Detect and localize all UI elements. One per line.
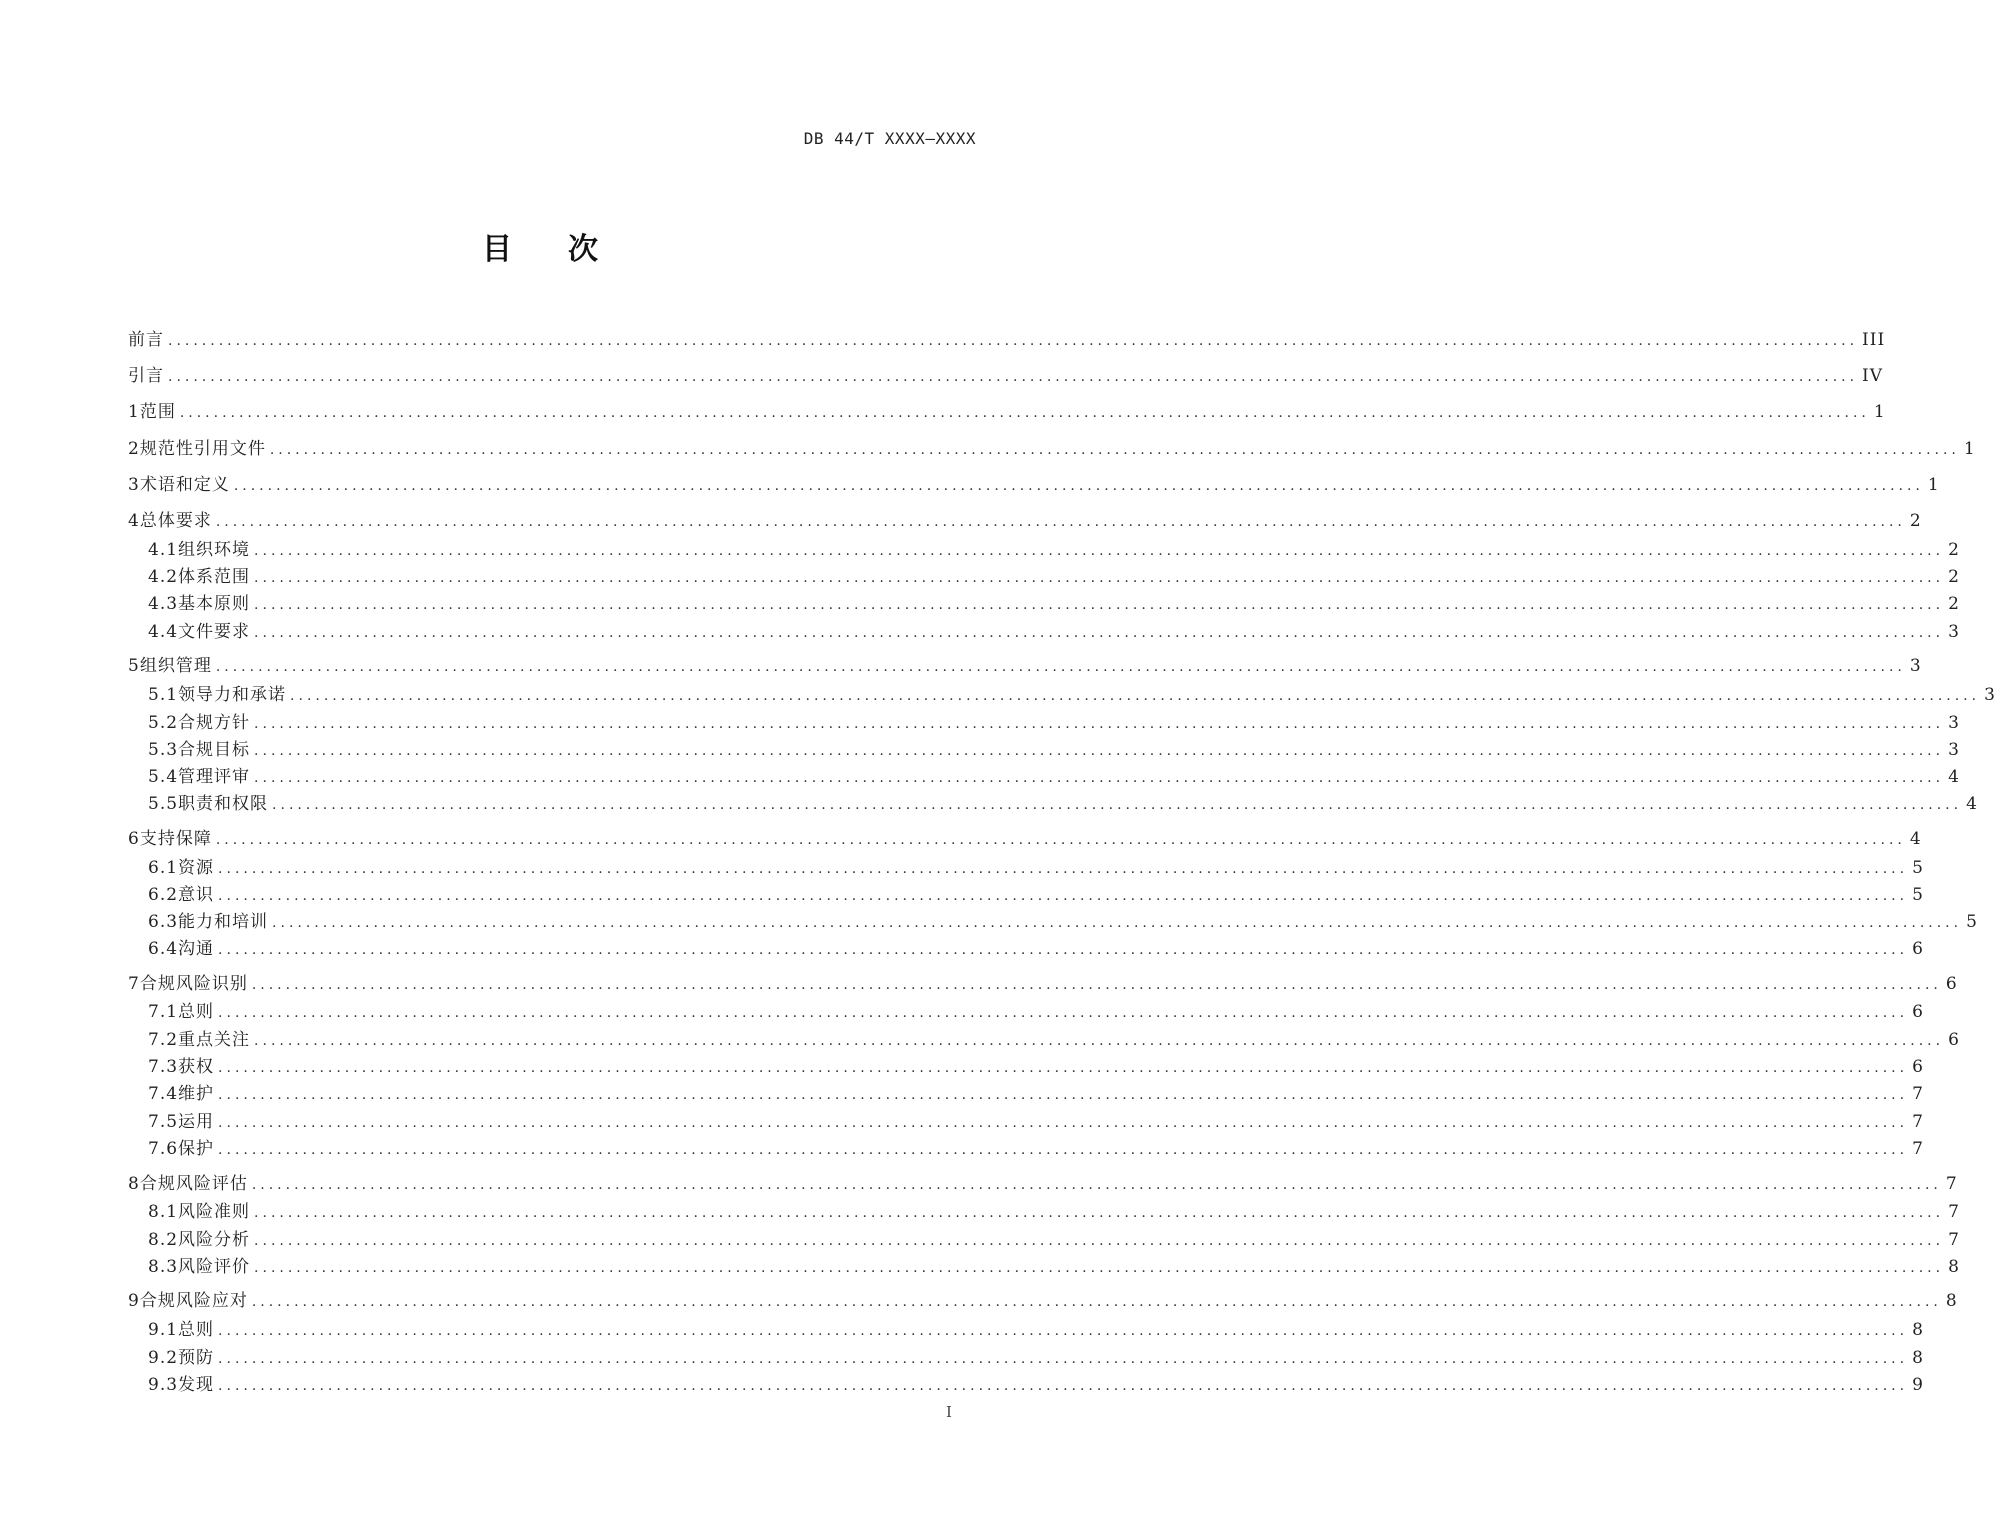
dot-leader: ........................................................................................................................................................................................................ <box>218 1323 1909 1339</box>
dot-leader: ........................................................................................................................................................................................................ <box>218 1142 1909 1158</box>
dot-leader: ........................................................................................................................................................................................................ <box>254 625 1945 641</box>
toc-entry-label: 前言 <box>128 330 164 350</box>
toc-entry[interactable] <box>128 400 1886 424</box>
toc-entry-number: 6.4 <box>148 939 179 959</box>
toc-entry-label: 总则 <box>178 1002 215 1022</box>
dot-leader: ........................................................................................................................................................................................................ <box>254 543 1945 559</box>
toc-entry-page: 3 <box>1909 656 1922 676</box>
toc-entry-label: 基本原则 <box>178 594 251 614</box>
toc-entry-page: 8 <box>1912 1348 1924 1368</box>
page-title: 目次 <box>482 232 654 267</box>
dot-leader: ........................................................................................................................................................................................................ <box>218 888 1909 904</box>
toc-entry[interactable] <box>148 683 1996 707</box>
toc-entry-page: 1 <box>1927 475 1940 495</box>
toc-entry-number: 4.2 <box>148 567 179 587</box>
toc-entry-number: 9.3 <box>148 1375 179 1395</box>
toc-entry-number: 7.4 <box>148 1084 179 1104</box>
toc-entry-number: 5 <box>128 656 140 676</box>
toc-entry-page: 5 <box>1912 858 1924 878</box>
toc-entry-label: 获权 <box>178 1057 215 1077</box>
toc-entry-number: 8.2 <box>148 1230 179 1250</box>
toc-entry-page: 3 <box>1984 685 1996 705</box>
toc-entry[interactable] <box>148 1346 1924 1370</box>
toc-entry-label: 合规风险评估 <box>139 1174 248 1194</box>
toc-entry[interactable] <box>128 437 1976 461</box>
dot-leader: ........................................................................................................................................................................................................ <box>218 1005 1909 1021</box>
toc-entry[interactable] <box>148 1137 1924 1161</box>
toc-entry-number: 6 <box>128 829 140 849</box>
toc-entry-number: 2 <box>128 439 140 459</box>
dot-leader: ........................................................................................................................................................................................................ <box>218 942 1909 958</box>
toc-entry[interactable] <box>148 738 1960 762</box>
dot-leader: ........................................................................................................................................................................................................ <box>254 743 1945 759</box>
toc-entry-label: 支持保障 <box>139 829 212 849</box>
toc-entry[interactable] <box>148 1055 1924 1079</box>
toc-entry-number: 9 <box>128 1291 140 1311</box>
toc-entry-page: 7 <box>1912 1084 1924 1104</box>
toc-entry[interactable] <box>148 1000 1924 1024</box>
dot-leader: ........................................................................................................................................................................................................ <box>215 832 1906 848</box>
toc-entry[interactable] <box>128 654 1922 678</box>
toc-entry-label: 合规方针 <box>178 713 251 733</box>
toc-entry-label: 维护 <box>178 1084 215 1104</box>
toc-entry[interactable] <box>128 328 1886 352</box>
dot-leader: ........................................................................................................................................................................................................ <box>168 369 1859 385</box>
toc-entry-number: 7.6 <box>148 1139 179 1159</box>
toc-entry-number: 5.1 <box>148 685 179 705</box>
toc-entry-label: 合规风险识别 <box>139 974 248 994</box>
toc-entry-label: 能力和培训 <box>178 912 269 932</box>
toc-entry-label: 保护 <box>178 1139 215 1159</box>
toc-entry-number: 9.2 <box>148 1348 179 1368</box>
toc-entry[interactable] <box>148 792 1978 816</box>
toc-entry-label: 合规目标 <box>178 740 251 760</box>
toc-entry-number: 4.4 <box>148 622 179 642</box>
toc-entry[interactable] <box>148 1255 1960 1279</box>
toc-entry-number: 4.3 <box>148 594 179 614</box>
toc-entry[interactable] <box>148 883 1924 907</box>
toc-entry-page: 2 <box>1948 594 1960 614</box>
toc-entry[interactable] <box>148 711 1960 735</box>
dot-leader: ........................................................................................................................................................................................................ <box>254 1205 1945 1221</box>
dot-leader: ........................................................................................................................................................................................................ <box>254 716 1945 732</box>
dot-leader: ........................................................................................................................................................................................................ <box>254 1033 1945 1049</box>
toc-entry-page: 7 <box>1948 1202 1960 1222</box>
toc-entry-label: 引言 <box>128 366 164 386</box>
toc-entry-page: 6 <box>1948 1030 1960 1050</box>
toc-entry-number: 6.1 <box>148 858 179 878</box>
toc-entry-page: 5 <box>1912 885 1924 905</box>
toc-entry[interactable] <box>148 592 1960 616</box>
toc-entry-label: 预防 <box>178 1348 215 1368</box>
toc-entry-page: 4 <box>1909 829 1922 849</box>
dot-leader: ........................................................................................................................................................................................................ <box>218 861 1909 877</box>
toc-entry[interactable] <box>148 565 1960 589</box>
dot-leader: ........................................................................................................................................................................................................ <box>233 478 1924 494</box>
toc-entry[interactable] <box>128 1289 1958 1313</box>
toc-entry-page: 7 <box>1912 1112 1924 1132</box>
toc-entry[interactable] <box>148 856 1924 880</box>
toc-entry[interactable] <box>128 827 1922 851</box>
toc-entry[interactable] <box>148 910 1978 934</box>
toc-entry-number: 5.3 <box>148 740 179 760</box>
dot-leader: ........................................................................................................................................................................................................ <box>218 1060 1909 1076</box>
toc-entry[interactable] <box>128 364 1884 388</box>
toc-entry-page: 2 <box>1909 511 1922 531</box>
toc-entry-number: 3 <box>128 475 140 495</box>
toc-entry[interactable] <box>128 509 1922 533</box>
toc-entry-number: 1 <box>128 402 140 422</box>
toc-entry-label: 文件要求 <box>178 622 251 642</box>
toc-entry-label: 资源 <box>178 858 215 878</box>
dot-leader: ........................................................................................................................................................................................................ <box>254 1260 1945 1276</box>
dot-leader: ........................................................................................................................................................................................................ <box>251 1177 1942 1193</box>
toc-entry-label: 组织管理 <box>139 656 212 676</box>
toc-entry-label: 发现 <box>178 1375 215 1395</box>
toc-entry-label: 合规风险应对 <box>139 1291 248 1311</box>
toc-entry-page: 6 <box>1912 939 1924 959</box>
toc-entry-number: 6.3 <box>148 912 179 932</box>
toc-entry-label: 术语和定义 <box>139 475 230 495</box>
toc-entry[interactable] <box>148 620 1960 644</box>
toc-entry-label: 风险评价 <box>178 1257 251 1277</box>
toc-entry-number: 5.5 <box>148 794 179 814</box>
toc-entry[interactable] <box>148 1028 1960 1052</box>
toc-entry-label: 总体要求 <box>139 511 212 531</box>
toc-entry-label: 管理评审 <box>178 767 251 787</box>
dot-leader: ........................................................................................................................................................................................................ <box>168 333 1859 349</box>
toc-entry-page: 8 <box>1948 1257 1960 1277</box>
toc-entry-number: 8.3 <box>148 1257 179 1277</box>
toc-entry-page: III <box>1862 330 1886 350</box>
toc-entry-label: 风险准则 <box>178 1202 251 1222</box>
toc-entry[interactable] <box>128 1172 1958 1196</box>
toc-entry-label: 领导力和承诺 <box>178 685 287 705</box>
dot-leader: ........................................................................................................................................................................................................ <box>215 514 1906 530</box>
toc-entry-number: 5.2 <box>148 713 179 733</box>
toc-entry-number: 6.2 <box>148 885 179 905</box>
toc-entry-label: 规范性引用文件 <box>139 439 266 459</box>
dot-leader: ........................................................................................................................................................................................................ <box>218 1115 1909 1131</box>
toc-entry-page: 4 <box>1948 767 1960 787</box>
toc-entry-label: 意识 <box>178 885 215 905</box>
toc-entry-number: 7.2 <box>148 1030 179 1050</box>
toc-entry-page: 2 <box>1948 567 1960 587</box>
dot-leader: ........................................................................................................................................................................................................ <box>179 405 1870 421</box>
toc-entry-number: 9.1 <box>148 1320 179 1340</box>
toc-entry-number: 8 <box>128 1174 140 1194</box>
toc-entry-label: 组织环境 <box>178 540 251 560</box>
dot-leader: ........................................................................................................................................................................................................ <box>218 1378 1909 1394</box>
toc-entry-number: 7 <box>128 974 140 994</box>
dot-leader: ........................................................................................................................................................................................................ <box>254 770 1945 786</box>
toc-entry-page: IV <box>1862 366 1884 386</box>
toc-entry[interactable] <box>148 937 1924 961</box>
toc-entry-label: 风险分析 <box>178 1230 251 1250</box>
dot-leader: ........................................................................................................................................................................................................ <box>218 1087 1909 1103</box>
toc-entry[interactable] <box>148 765 1960 789</box>
dot-leader: ........................................................................................................................................................................................................ <box>215 659 1906 675</box>
toc-entry-page: 6 <box>1945 974 1958 994</box>
dot-leader: ........................................................................................................................................................................................................ <box>254 1233 1945 1249</box>
toc-entry[interactable] <box>148 538 1960 562</box>
toc-entry-number: 7.1 <box>148 1002 179 1022</box>
toc-entry-label: 运用 <box>178 1112 215 1132</box>
toc-entry-label: 总则 <box>178 1320 215 1340</box>
toc-entry-number: 8.1 <box>148 1202 179 1222</box>
toc-entry-page: 4 <box>1966 794 1978 814</box>
document-code: DB 44/T XXXX—XXXX <box>803 129 976 148</box>
toc-entry[interactable] <box>148 1318 1924 1342</box>
toc-entry-number: 7.3 <box>148 1057 179 1077</box>
toc-entry-number: 4 <box>128 511 140 531</box>
toc-entry[interactable] <box>128 972 1958 996</box>
toc-entry[interactable] <box>148 1110 1924 1134</box>
dot-leader: ........................................................................................................................................................................................................ <box>272 797 1963 813</box>
toc-entry-label: 职责和权限 <box>178 794 269 814</box>
dot-leader: ........................................................................................................................................................................................................ <box>254 597 1945 613</box>
toc-entry-number: 4.1 <box>148 540 179 560</box>
toc-entry-number: 5.4 <box>148 767 179 787</box>
toc-entry[interactable] <box>148 1082 1924 1106</box>
toc-entry-page: 8 <box>1912 1320 1924 1340</box>
toc-entry[interactable] <box>148 1200 1960 1224</box>
toc-entry-label: 沟通 <box>178 939 215 959</box>
toc-entry-page: 1 <box>1873 402 1886 422</box>
toc-entry-page: 3 <box>1948 713 1960 733</box>
page-number-footer: I <box>946 1403 952 1421</box>
dot-leader: ........................................................................................................................................................................................................ <box>254 570 1945 586</box>
toc-entry-page: 3 <box>1948 622 1960 642</box>
toc-entry-number: 7.5 <box>148 1112 179 1132</box>
toc-entry-label: 体系范围 <box>178 567 251 587</box>
toc-entry-page: 6 <box>1912 1002 1924 1022</box>
toc-entry-page: 7 <box>1912 1139 1924 1159</box>
toc-entry-page: 3 <box>1948 740 1960 760</box>
toc-entry-page: 5 <box>1966 912 1978 932</box>
toc-entry-page: 6 <box>1912 1057 1924 1077</box>
toc-entry-label: 范围 <box>139 402 176 422</box>
toc-entry[interactable] <box>128 473 1940 497</box>
dot-leader: ........................................................................................................................................................................................................ <box>290 688 1981 704</box>
toc-entry[interactable] <box>148 1228 1960 1252</box>
toc-entry-page: 1 <box>1963 439 1976 459</box>
dot-leader: ........................................................................................................................................................................................................ <box>251 977 1942 993</box>
dot-leader: ........................................................................................................................................................................................................ <box>269 442 1960 458</box>
toc-entry[interactable] <box>148 1373 1924 1397</box>
dot-leader: ........................................................................................................................................................................................................ <box>218 1351 1909 1367</box>
toc-entry-page: 7 <box>1945 1174 1958 1194</box>
toc-entry-label: 重点关注 <box>178 1030 251 1050</box>
toc-entry-page: 7 <box>1948 1230 1960 1250</box>
toc-entry-page: 2 <box>1948 540 1960 560</box>
dot-leader: ........................................................................................................................................................................................................ <box>251 1294 1942 1310</box>
dot-leader: ........................................................................................................................................................................................................ <box>272 915 1963 931</box>
toc-entry-page: 8 <box>1945 1291 1958 1311</box>
toc-entry-page: 9 <box>1912 1375 1924 1395</box>
